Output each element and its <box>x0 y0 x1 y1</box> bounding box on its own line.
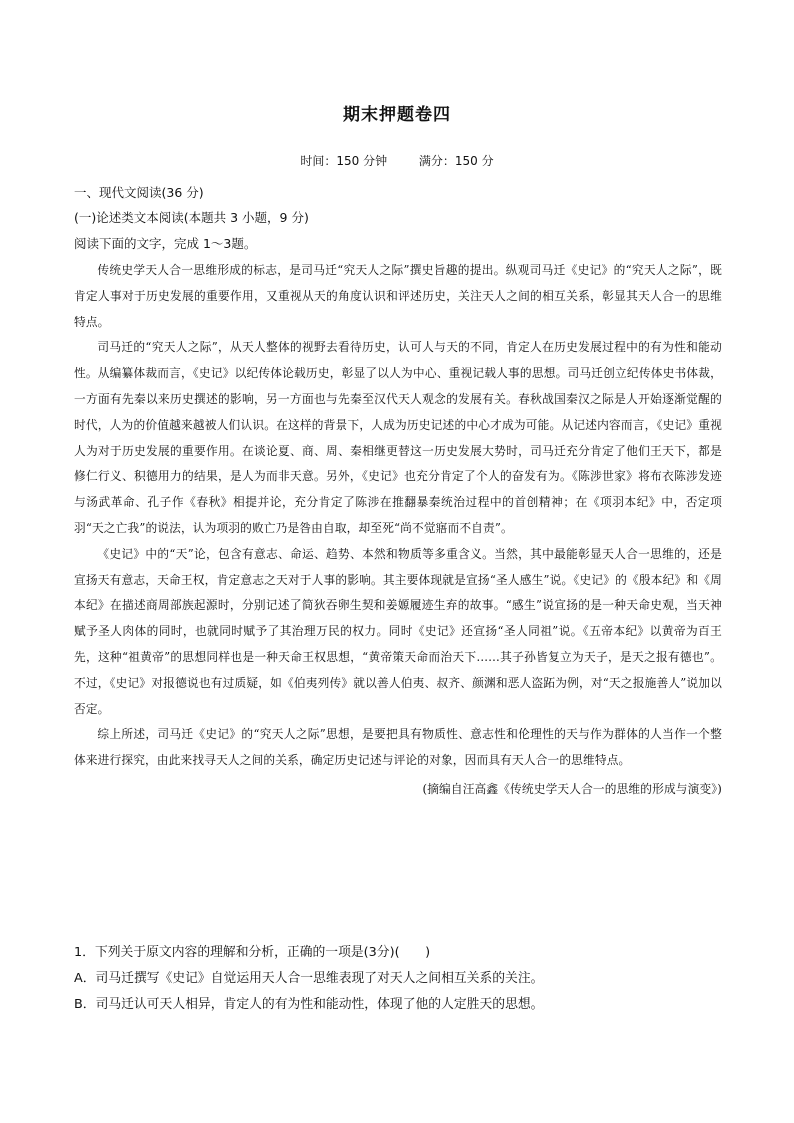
exam-score: 满分：150 分 <box>418 154 494 168</box>
question-block <box>74 940 722 1018</box>
passage-paragraph-4: 综上所述，司马迁《史记》的“究天人之际”思想，是要把具有物质性、意志性和伦理性的天与作为群体的人当作一个整体来进行探究，由此来找寻天人之间的关系，确定历史记述与评论的对象，因而具有天人合一的思维特点。 <box>74 727 722 768</box>
section-heading: 一、现代文阅读(36 分) <box>74 185 204 200</box>
passage-source: (摘编自汪高鑫《传统史学天人合一的思维的形成与演变》) <box>422 781 722 796</box>
reading-passage <box>74 258 722 803</box>
page-title: 期末押题卷四 <box>343 105 451 125</box>
reading-instruction: 阅读下面的文字，完成 1～3题。 <box>74 236 257 251</box>
exam-meta <box>72 152 722 169</box>
question-stem: 1．下列关于原文内容的理解和分析，正确的一项是(3分)( ) <box>74 945 431 960</box>
subsection-heading: (一)论述类文本阅读(本题共 3 小题，9 分) <box>74 210 309 225</box>
exam-time: 时间：150 分钟 <box>300 154 388 168</box>
option-b: B．司马迁认可天人相异，肯定人的有为性和能动性，体现了他的人定胜天的思想。 <box>74 997 544 1012</box>
passage-paragraph-2: 司马迁的“究天人之际”，从天人整体的视野去看待历史，认可人与天的不同，肯定人在历史发展过程中的有为性和能动性。从编纂体裁而言，《史记》以纪传体论载历史，彰显了以人为中心、重视记载人事的思想。司马迁创立纪传体史书体裁，一方面有先秦以来历史撰述的影响，另一方面也与先秦至汉代天人观念的发展有关。春秋战国秦汉之际是人开始逐渐觉醒的时代，人为的价值越来越被人们认识。在这样的背景下，人成为历史记述的中心才成为可能。从记述内容而言，《史记》重视人为对于历史发展的重要作用。在谈论夏、商、周、秦相继更替这一历史发展大势时，司马迁充分肯定了他们王天下，都是修仁行义、积德用力的结果，是人为而非天意。另外，《史记》也充分肯定了个人的奋发有为。《陈涉世家》将布衣陈涉发迹与汤武革命、孔子作《春秋》相提并论，充分肯定了陈涉在推翻暴秦统治过程中的首创精神；在《项羽本纪》中，否定项羽“天之亡我”的说法，认为项羽的败亡乃是咎由自取，却至死“尚不觉寤而不自责”。 <box>74 340 722 535</box>
passage-paragraph-3: 《史记》中的“天”论，包含有意志、命运、趋势、本然和物质等多重含义。当然，其中最能彰显天人合一思维的，还是宣扬天有意志，天命王权，肯定意志之天对于人事的影响。其主要体现就是宣扬“圣人感生”说。《史记》的《殷本纪》和《周本纪》在描述商周部族起源时，分别记述了简狄吞卵生契和姜嫄履迹生弃的故事。“感生”说宣扬的是一种天命史观，当天神赋予圣人肉体的同时，也就同时赋予了其治理万民的权力。同时《史记》还宣扬“圣人同祖”说。《五帝本纪》以黄帝为百王先，这种“祖黄帝”的思想同样也是一种天命王权思想，“黄帝策天命而治天下……其子孙皆复立为天子，是天之报有德也”。不过，《史记》对报德说也有过质疑，如《伯夷列传》就以善人伯夷、叔齐、颜渊和恶人盗跖为例，对“天之报施善人”说加以否定。 <box>74 546 722 716</box>
option-a: A．司马迁撰写《史记》自觉运用天人合一思维表现了对天人之间相互关系的关注。 <box>74 971 544 986</box>
passage-paragraph-1: 传统史学天人合一思维形成的标志，是司马迁“究天人之际”撰史旨趣的提出。纵观司马迁《史记》的“究天人之际”，既肯定人事对于历史发展的重要作用，又重视从天的角度认识和评述历史，关注天人之间的相互关系，彰显其天人合一的思维特点。 <box>74 263 722 329</box>
